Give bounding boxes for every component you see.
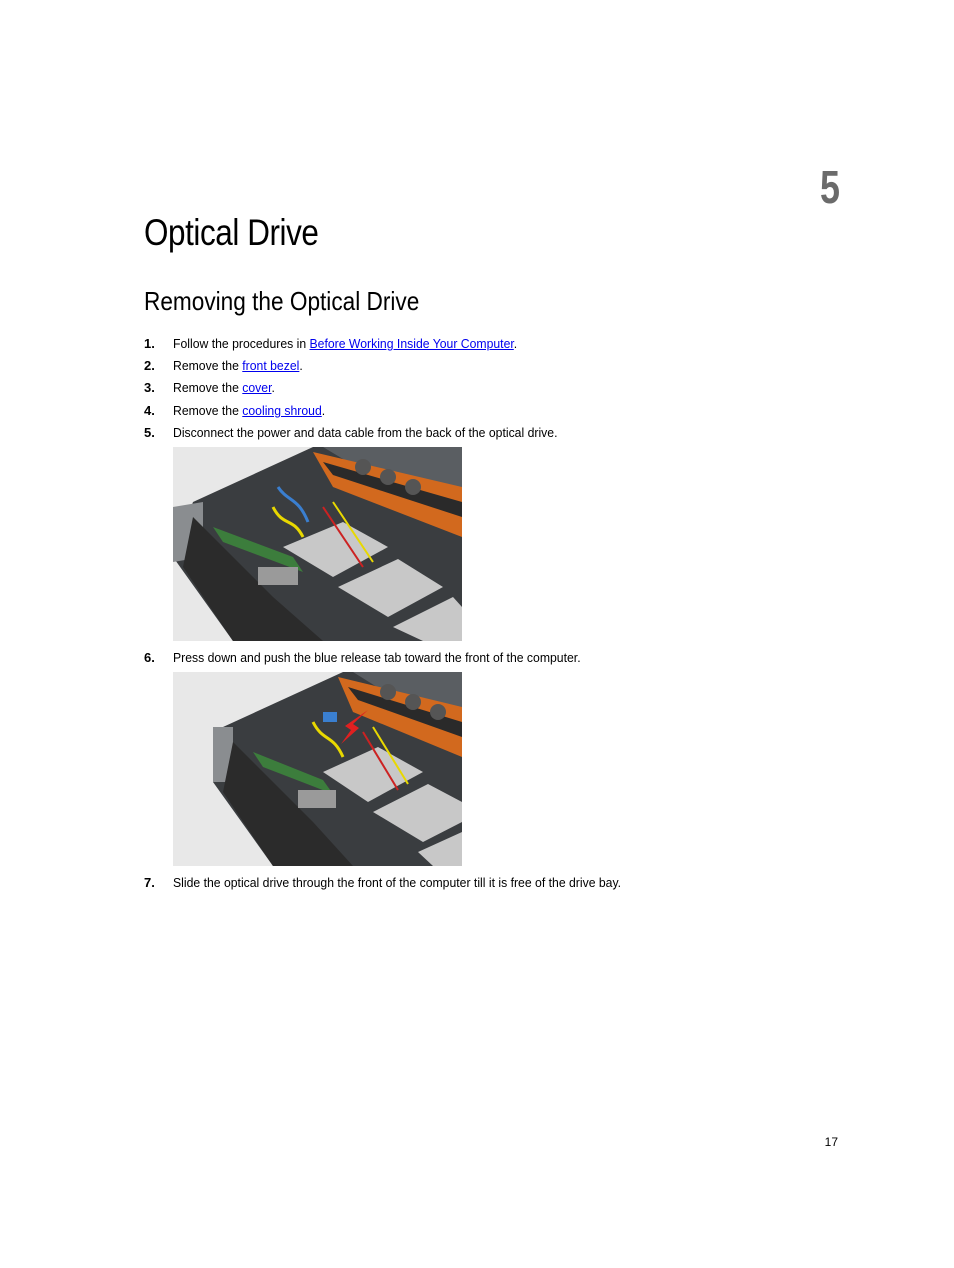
figure-release-tab (173, 672, 462, 866)
step-text-post: . (321, 403, 326, 418)
step-number: 1. (144, 336, 155, 351)
chapter-number: 5 (820, 161, 840, 213)
step-number: 5. (144, 425, 155, 440)
chapter-title: Optical Drive (144, 212, 319, 253)
step-number: 3. (144, 380, 155, 395)
step-text-pre: Remove the (173, 380, 243, 395)
step-number: 7. (144, 875, 155, 890)
cover-link[interactable]: cover (242, 380, 272, 395)
step-text (173, 403, 325, 419)
step-text-post: . (513, 336, 518, 351)
step-text (173, 336, 517, 352)
step-number: 4. (144, 403, 155, 418)
step-number: 2. (144, 358, 155, 373)
front-bezel-link[interactable]: front bezel (242, 358, 300, 373)
step-text-pre: Remove the (173, 403, 243, 418)
page-number: 17 (824, 1135, 838, 1149)
figure-disconnect-cables (173, 447, 462, 641)
step-text (173, 380, 275, 396)
step-text: Press down and push the blue release tab toward the front of the computer. (173, 650, 581, 665)
section-title: Removing the Optical Drive (144, 286, 420, 316)
step-text-pre: Remove the (173, 358, 243, 373)
step-text (173, 358, 303, 374)
server-chassis-photo (173, 447, 462, 641)
server-chassis-photo (173, 672, 462, 866)
step-text: Slide the optical drive through the front of the computer till it is free of the drive bay. (173, 875, 622, 890)
step-number: 6. (144, 650, 155, 665)
step-text: Disconnect the power and data cable from the back of the optical drive. (173, 425, 558, 440)
step-text-pre: Follow the procedures in (173, 336, 310, 351)
step-text-post: . (299, 358, 303, 373)
cooling-shroud-link[interactable]: cooling shroud (242, 403, 322, 418)
step-text-post: . (271, 380, 275, 395)
before-working-inside-link[interactable]: Before Working Inside Your Computer (309, 336, 514, 351)
